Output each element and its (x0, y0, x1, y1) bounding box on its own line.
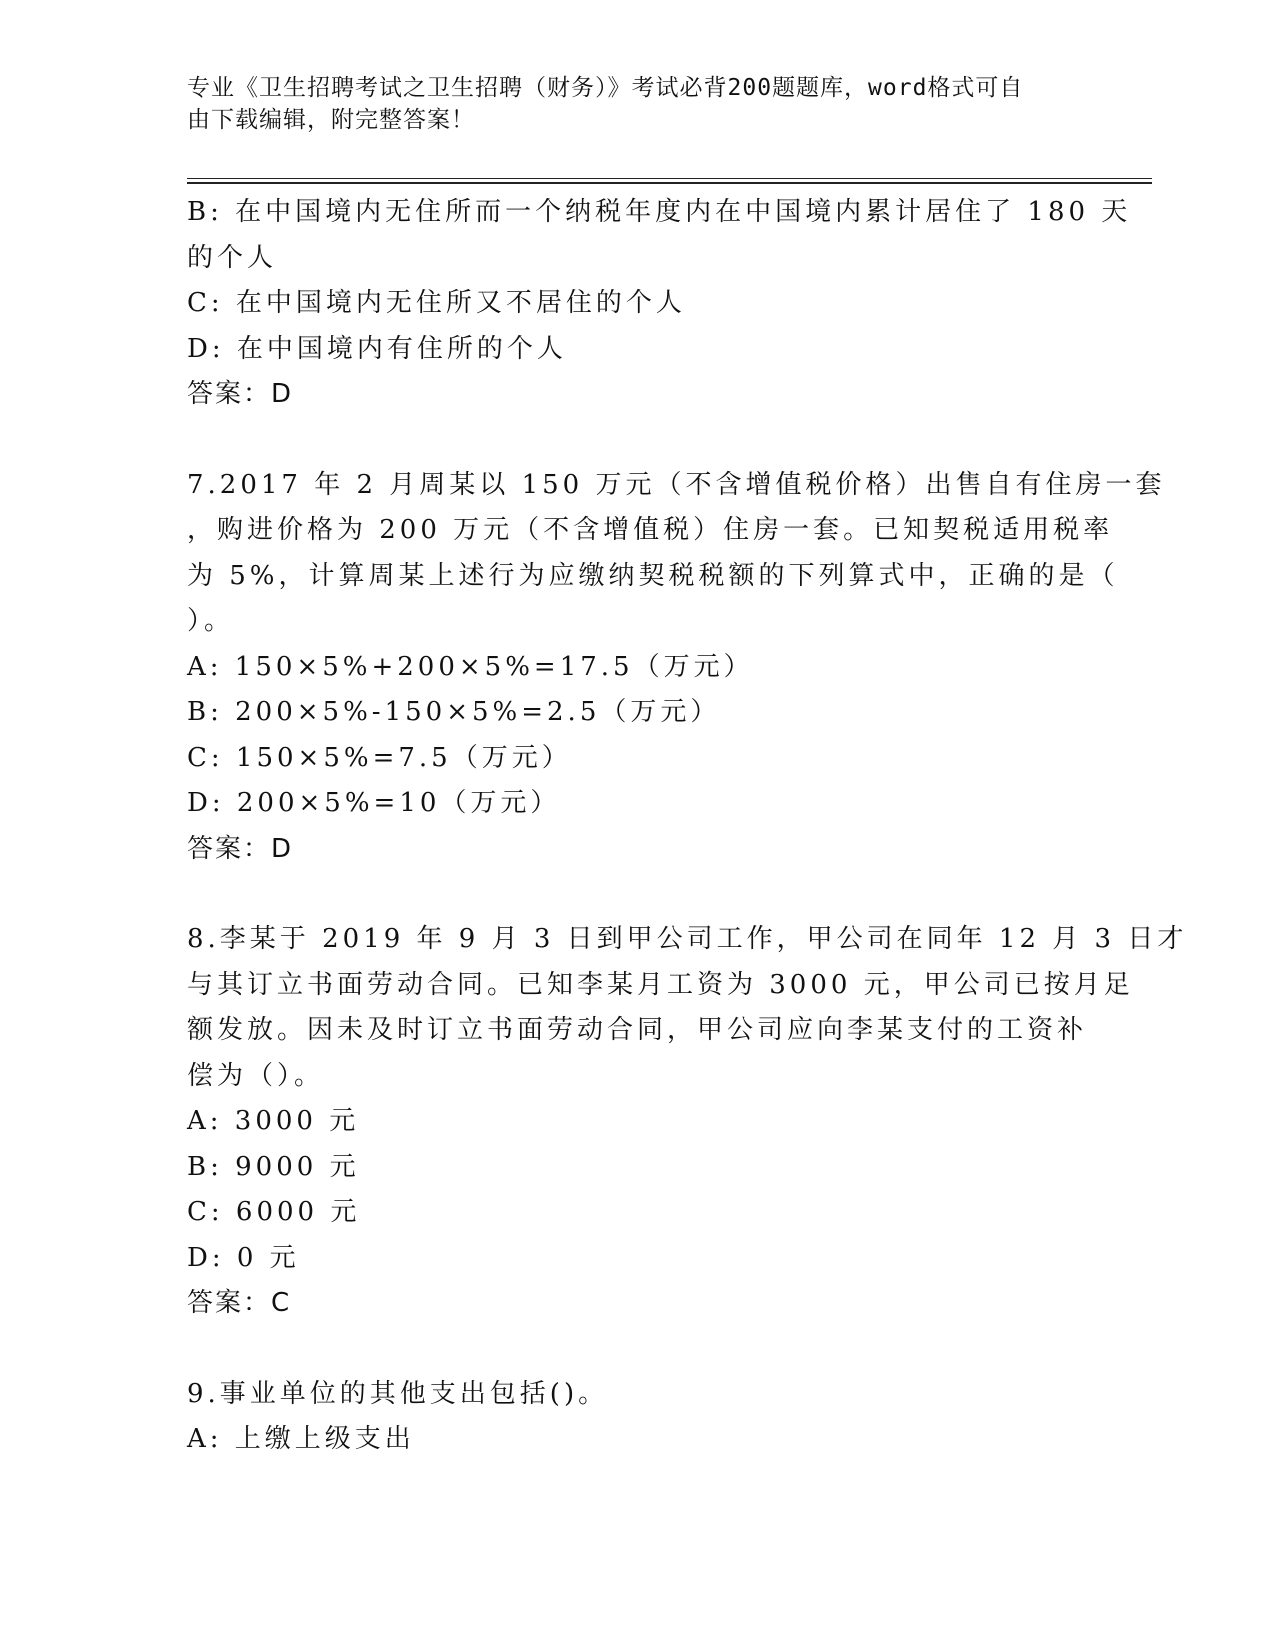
q6-option-c: C: 在中国境内无住所又不居住的个人 (187, 288, 686, 318)
header-divider-thin (187, 178, 1152, 179)
q8-stem-line-1: 8.李某于 2019 年 9 月 3 日到甲公司工作，甲公司在同年 12 月 3 日才 (187, 924, 1188, 954)
spacer (187, 872, 1077, 917)
header-line-1: 专业《卫生招聘考试之卫生招聘（财务）》考试必背200题题库，word格式可自 (187, 75, 1024, 101)
q7-option-c: C: 150×5%=7.5（万元） (187, 742, 572, 773)
q7-stem-line-4: ）。 (187, 606, 235, 636)
q7-stem-line-1: 7.2017 年 2 月周某以 150 万元（不含增值税价格）出售自有住房一套 (187, 469, 1166, 500)
q7-answer: 答案：D (187, 833, 294, 864)
q8-stem-line-2: 与其订立书面劳动合同。已知李某月工资为 3000 元，甲公司已按月足 (187, 969, 1134, 1000)
header-line-2: 由下载编辑，附完整答案！ (187, 107, 475, 133)
q9-stem-line-1: 9.事业单位的其他支出包括()。 (187, 1378, 609, 1409)
q8-option-b: B: 9000 元 (187, 1151, 360, 1182)
q6-answer: 答案：D (187, 379, 294, 409)
q8-stem-line-3: 额发放。因未及时订立书面劳动合同，甲公司应向李某支付的工资补 (187, 1015, 1088, 1045)
q7-option-a: A: 150×5%+200×5%=17.5（万元） (187, 651, 754, 682)
q8-answer: 答案：C (187, 1288, 292, 1318)
q7-option-d: D: 200×5%=10（万元） (187, 788, 561, 818)
document-header (187, 72, 1067, 136)
question-8-block (187, 917, 1188, 1327)
header-divider-thick (187, 182, 1152, 184)
spacer (187, 418, 1077, 463)
question-list (187, 190, 1188, 1463)
q7-stem-line-2: ，购进价格为 200 万元（不含增值税）住房一套。已知契税适用税率 (187, 515, 1114, 545)
q6-option-b-line-1: B: 在中国境内无住所而一个纳税年度内在中国境内累计居住了 180 天 (187, 197, 1132, 227)
spacer (187, 1327, 1077, 1372)
q8-stem-line-4: 偿为（）。 (187, 1060, 325, 1091)
question-6-block (187, 190, 1132, 418)
q6-option-b-line-2: 的个人 (187, 242, 278, 273)
q8-option-a: A: 3000 元 (187, 1106, 360, 1136)
q7-stem-line-3: 为 5%，计算周某上述行为应缴纳契税税额的下列算式中，正确的是（ (187, 560, 1119, 591)
q8-option-d: D: 0 元 (187, 1242, 300, 1273)
q7-option-b: B: 200×5%-150×5%=2.5（万元） (187, 697, 721, 727)
q8-option-c: C: 6000 元 (187, 1197, 361, 1227)
q9-option-a: A: 上缴上级支出 (187, 1424, 415, 1454)
question-9-block (187, 1372, 1077, 1463)
q6-option-d: D: 在中国境内有住所的个人 (187, 333, 567, 364)
question-7-block (187, 463, 1166, 873)
